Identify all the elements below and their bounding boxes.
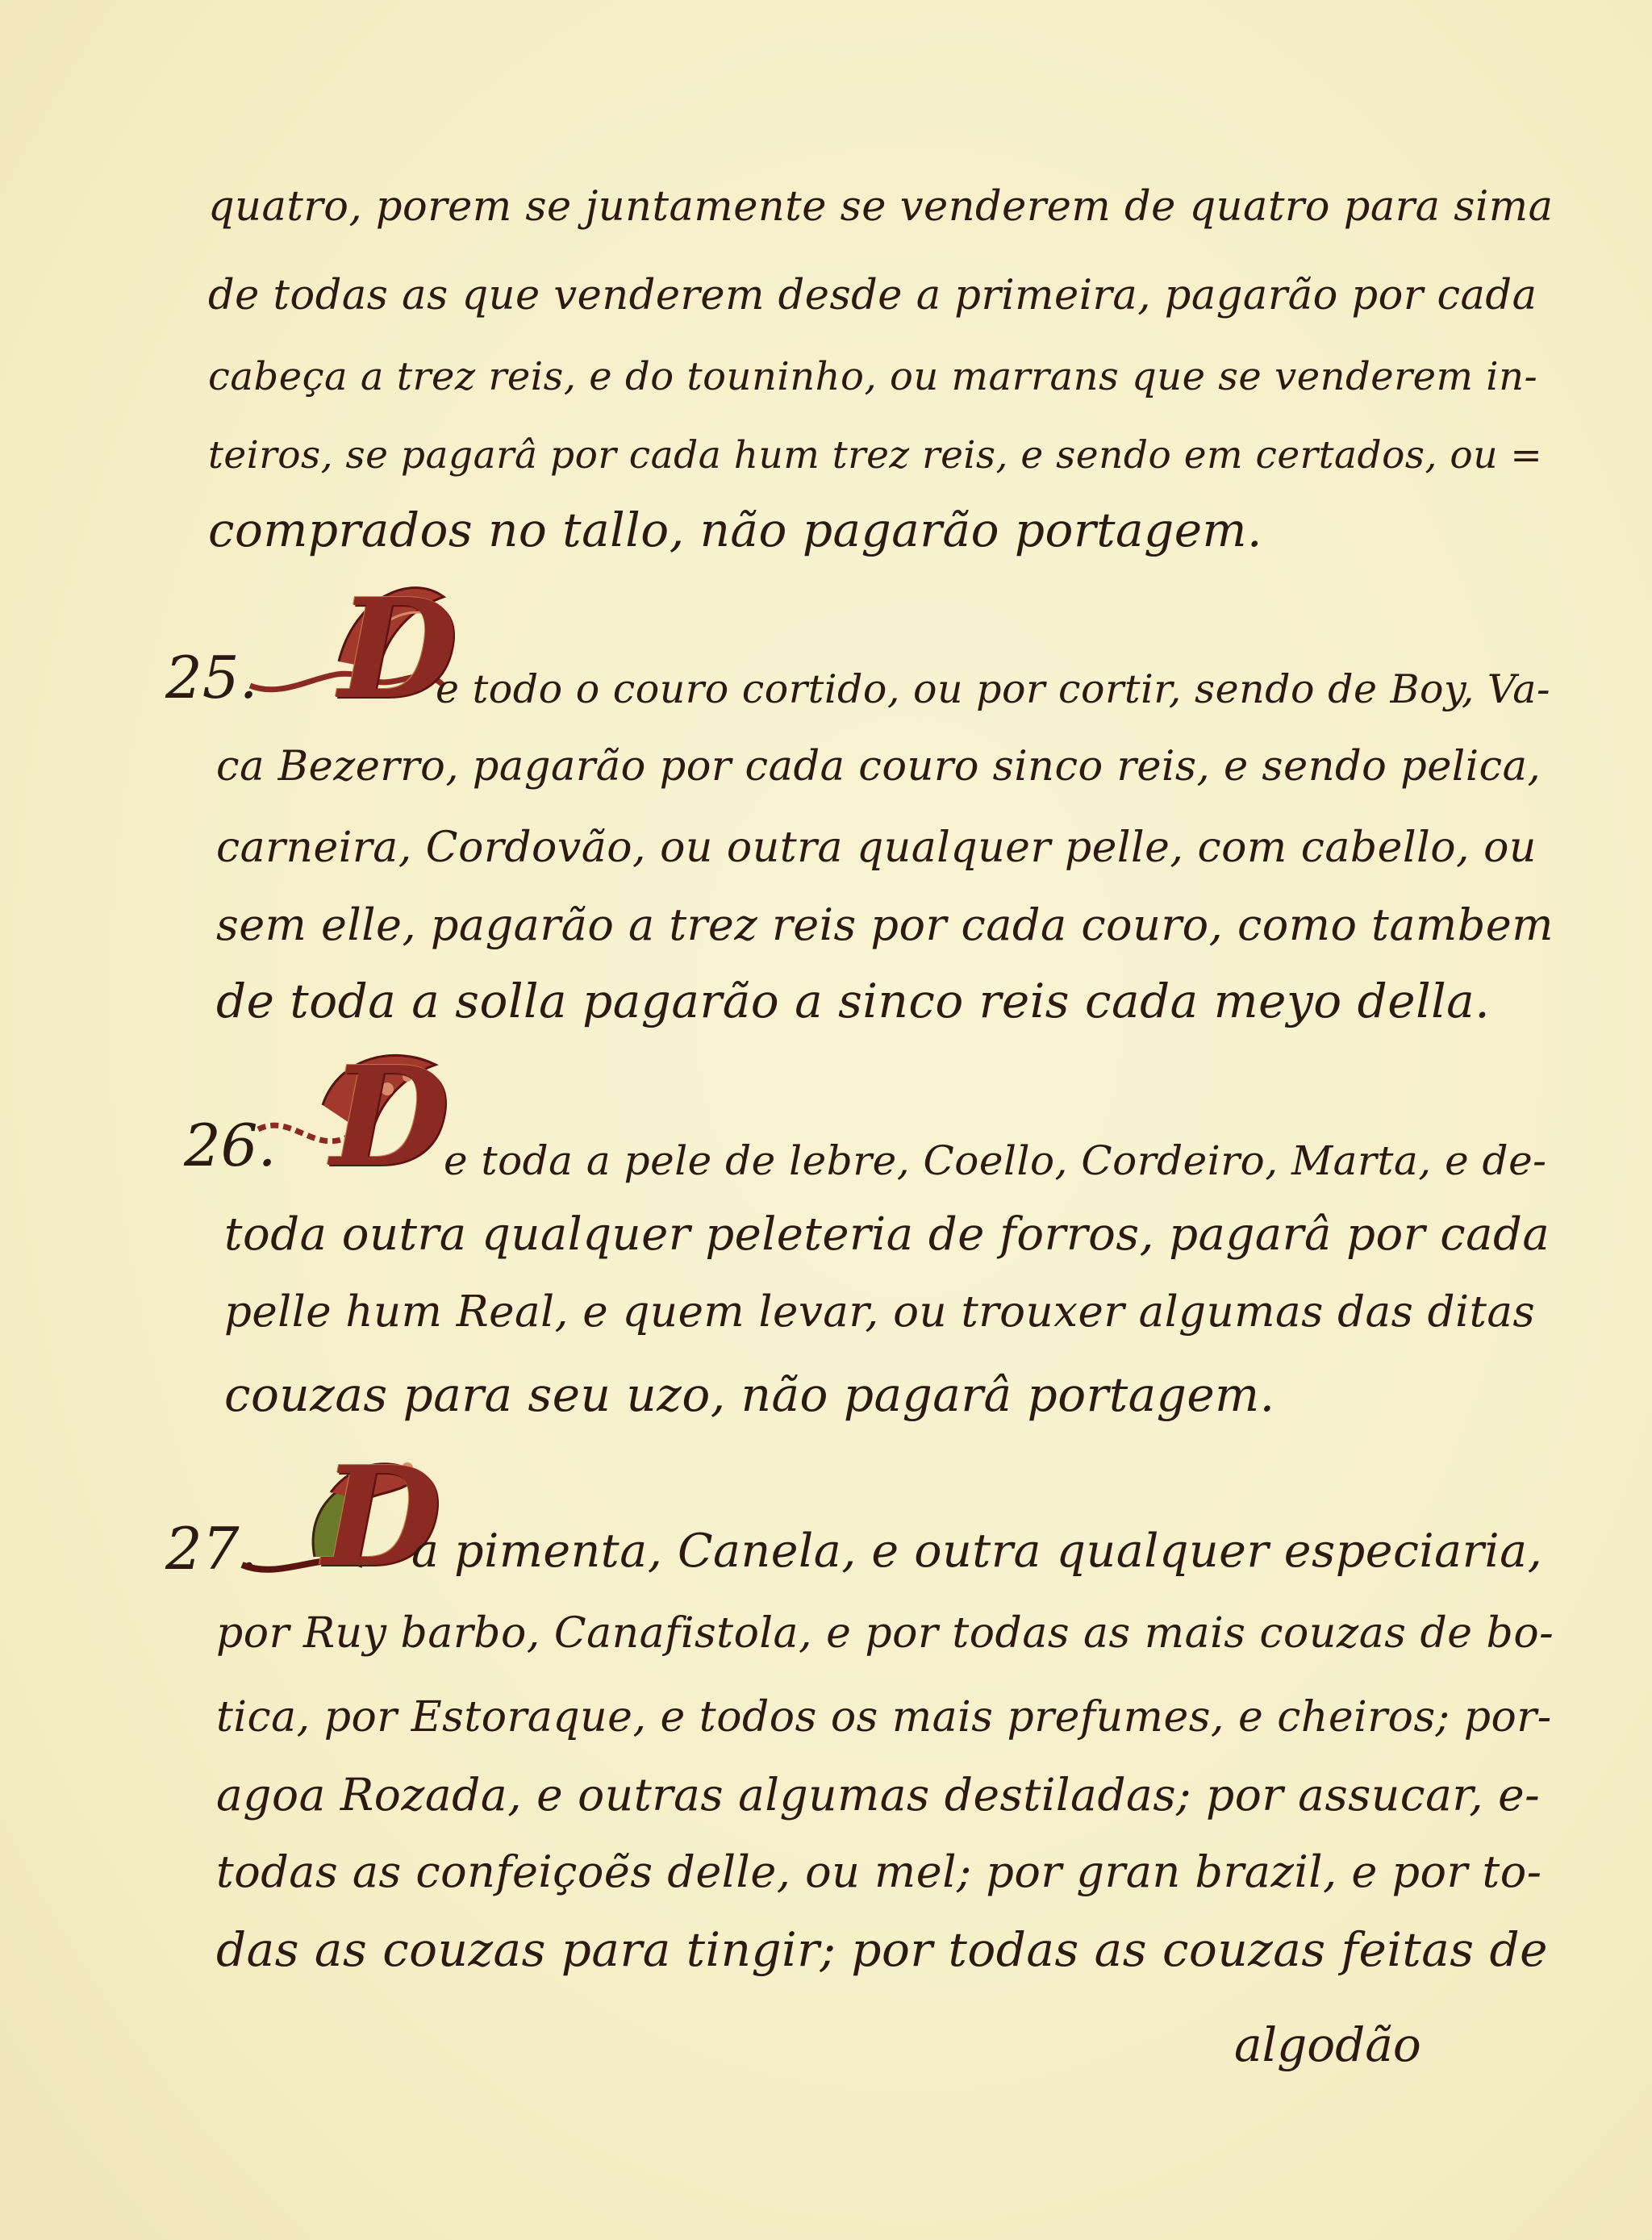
text-line: comprados no tallo, não pagarão portagem. bbox=[208, 503, 1262, 557]
text-line: tica, por Estoraque, e todos os mais prefumes, e cheiros; por- bbox=[216, 1693, 1552, 1742]
text-line: por Ruy barbo, Canafistola, e por todas as mais couzas de bo- bbox=[216, 1609, 1554, 1658]
article-number: 25. bbox=[165, 644, 258, 711]
text-line: teiros, se pagarâ por cada hum trez reis, e sendo em certados, ou = bbox=[208, 433, 1543, 478]
text-line: ca Bezerro, pagarão por cada couro sinco reis, e sendo pelica, bbox=[216, 743, 1541, 790]
text-line: todas as confeiçoẽs delle, ou mel; por gran brazil, e por to- bbox=[216, 1846, 1542, 1897]
text-line: sem elle, pagarão a trez reis por cada couro, como tambem bbox=[216, 899, 1554, 950]
text-line: couzas para seu uzo, não pagarâ portagem. bbox=[224, 1367, 1275, 1422]
text-line: carneira, Cordovão, ou outra qualquer pelle, com cabello, ou bbox=[216, 824, 1537, 872]
article-number: 26. bbox=[184, 1112, 277, 1179]
text-line: de toda a solla pagarão a sinco reis cada meyo della. bbox=[216, 974, 1491, 1028]
text-line: quatro, porem se juntamente se venderem de quatro para sima bbox=[208, 183, 1554, 231]
text-line: a pimenta, Canela, e outra qualquer especiaria, bbox=[411, 1525, 1543, 1578]
article-number: 27. bbox=[165, 1515, 258, 1583]
catchword: algodão bbox=[1234, 2017, 1421, 2072]
text-line: e todo o couro cortido, ou por cortir, sendo de Boy, Va- bbox=[436, 666, 1551, 712]
decorated-initial: D bbox=[323, 1437, 442, 1598]
text-line: agoa Rozada, e outras algumas destiladas; por assucar, e- bbox=[216, 1769, 1541, 1821]
text-line: toda outra qualquer peleteria de forros, pagarâ por cada bbox=[224, 1208, 1550, 1261]
text-line: pelle hum Real, e quem levar, ou trouxer algumas das ditas bbox=[224, 1287, 1536, 1337]
text-line: de todas as que venderem desde a primeira, pagarão por cada bbox=[208, 272, 1537, 319]
decorated-initial: D bbox=[331, 1037, 450, 1198]
decorated-initial: D bbox=[339, 569, 458, 730]
text-line: e toda a pele de lebre, Coello, Cordeiro, Marta, e de- bbox=[444, 1137, 1547, 1184]
text-line: cabeça a trez reis, e do touninho, ou marrans que se venderem in- bbox=[208, 354, 1538, 399]
text-line: das as couzas para tingir; por todas as couzas feitas de bbox=[216, 1922, 1548, 1977]
